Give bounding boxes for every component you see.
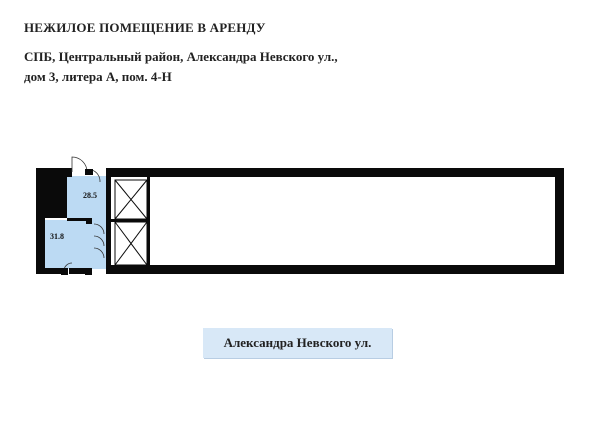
street-label: Александра Невского ул. [203, 328, 392, 358]
address-line-1: СПБ, Центральный район, Александра Невского ул., [24, 49, 338, 64]
room-label-31-8: 31.8 [50, 232, 64, 241]
stairwell [115, 180, 147, 265]
room-31-8-fill [45, 220, 108, 269]
page-title: НЕЖИЛОЕ ПОМЕЩЕНИЕ В АРЕНДУ [24, 20, 266, 35]
address-line-2: дом 3, литера А, пом. 4-Н [24, 69, 172, 84]
room-label-28-5: 28.5 [83, 191, 97, 200]
